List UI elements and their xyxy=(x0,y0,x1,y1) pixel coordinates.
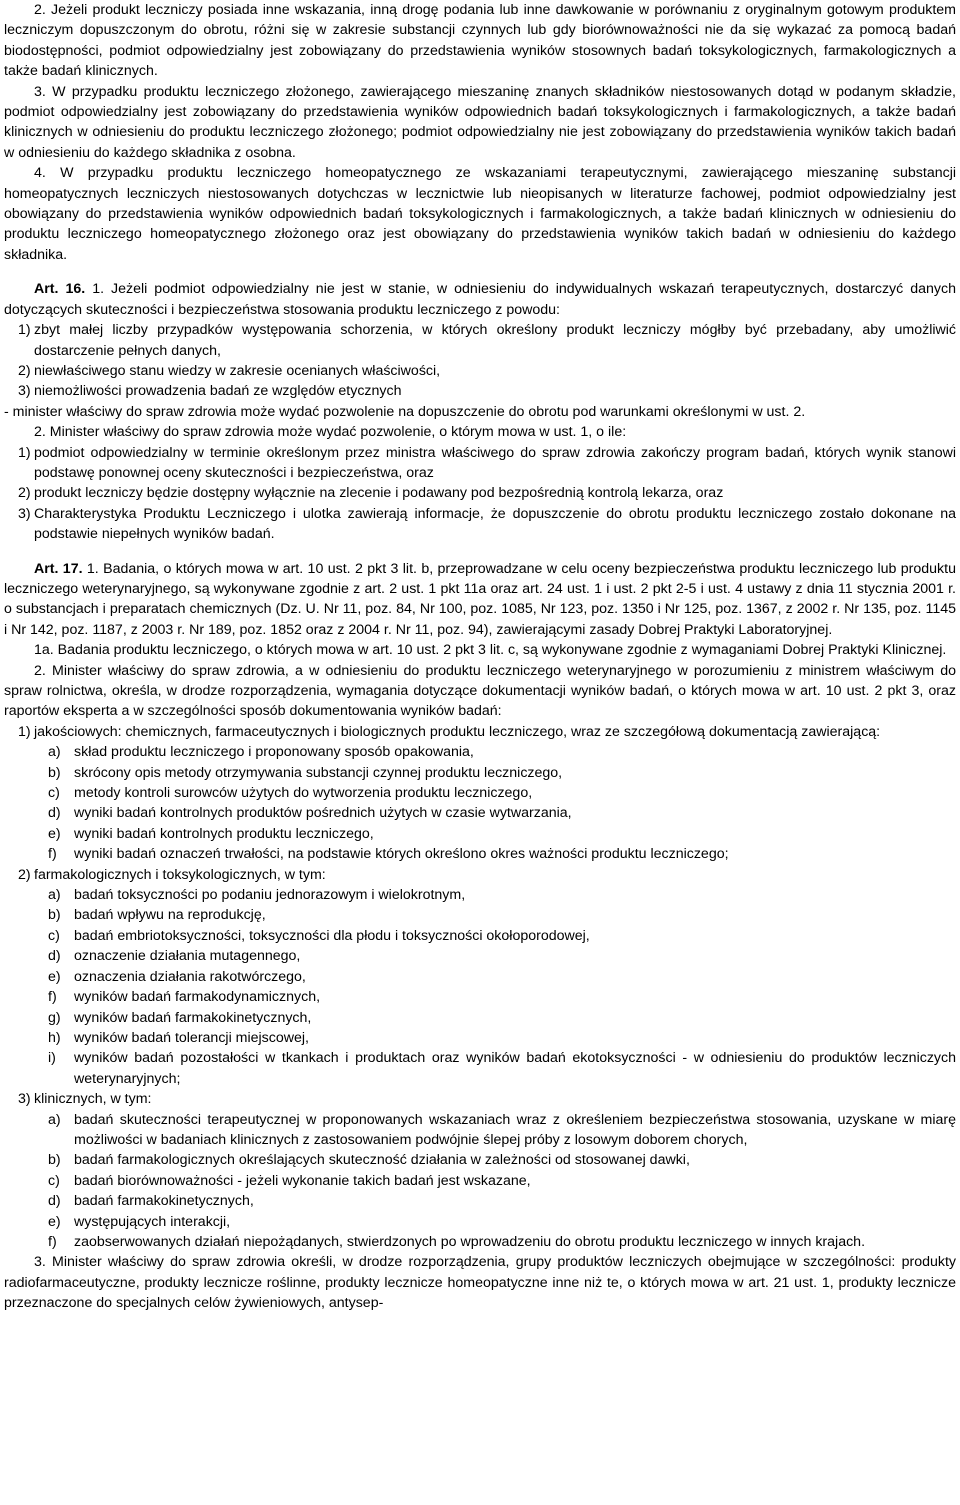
art17-list xyxy=(4,722,956,1253)
list-marker: c) xyxy=(48,785,60,802)
list-text: badań embriotoksyczności, toksyczności dla płodu i toksyczności okołoporodowej, xyxy=(74,927,590,944)
art15-para-3: 3. W przypadku produktu leczniczego złożonego, zawierającego mieszaninę znanych składników niestosowanych dotąd w podanym składzie, podmiot odpowiedzialny jest zobowiązany do przedstawienia wyników odpowiednich badań toksykologicznych i farmakologicznych, a także badań klinicznych w odniesieniu do produktu leczniczego złożonego; podmiot odpowiedzialny nie jest zobowiązany do przedstawienia wyników takich badań w odniesieniu do każdego składnika z osobna. xyxy=(4,83,956,161)
list-text: podmiot odpowiedzialny w terminie określonym przez ministra właściwego do spraw zdrowia zakończy program badań, których wynik stanowi podstawę ponownej oceny skuteczności i bezpieczeństwa, oraz xyxy=(34,444,956,481)
list-text: farmakologicznych i toksykologicznych, w tym: xyxy=(34,866,326,883)
list-marker: h) xyxy=(48,1029,61,1046)
list-marker: 1) xyxy=(18,322,31,339)
sub-list-item xyxy=(4,1212,956,1232)
art16-para-2: 2. Minister właściwy do spraw zdrowia może wydać pozwolenie, o którym mowa w ust. 1, o ile: xyxy=(34,424,627,441)
sub-list-item xyxy=(4,844,956,864)
sub-list-item xyxy=(4,1171,956,1191)
list-text: niewłaściwego stanu wiedzy w zakresie ocenianych właściwości, xyxy=(34,362,441,379)
sub-list-item xyxy=(4,926,956,946)
sub-list-item xyxy=(4,1110,956,1151)
list-item xyxy=(4,320,956,361)
sub-list-item xyxy=(4,1028,956,1048)
sub-list-item xyxy=(4,987,956,1007)
list-text: wyników badań farmakodynamicznych, xyxy=(74,989,321,1006)
list-text: produkt leczniczy będzie dostępny wyłącznie na zlecenie i podawany pod bezpośrednią kontrolą lekarza, oraz xyxy=(34,485,724,502)
list-item xyxy=(4,1089,956,1109)
list-marker: d) xyxy=(48,805,61,822)
list-text: oznaczenia działania rakotwórczego, xyxy=(74,968,306,985)
art16-tail: - minister właściwy do spraw zdrowia może wydać pozwolenie na dopuszczenie do obrotu pod warunkami określonymi w ust. 2. xyxy=(4,403,806,420)
list-text: badań biorównoważności - jeżeli wykonanie takich badań jest wskazane, xyxy=(74,1172,531,1189)
list-text: wyniki badań kontrolnych produktów pośrednich użytych w czasie wytwarzania, xyxy=(74,805,572,822)
list-text: zaobserwowanych działań niepożądanych, stwierdzonych po wprowadzeniu do obrotu produktu leczniczego w innych krajach. xyxy=(74,1233,866,1250)
list-text: skład produktu leczniczego i proponowany sposób opakowania, xyxy=(74,744,474,761)
list-marker: 2) xyxy=(18,362,31,379)
list-text: badań toksyczności po podaniu jednorazowym i wielokrotnym, xyxy=(74,887,466,904)
sub-list-item xyxy=(4,1191,956,1211)
art16-para-1: Art. 16. 1. Jeżeli podmiot odpowiedzialny nie jest w stanie, w odniesieniu do indywidualnych wskazań terapeutycznych, dostarczyć danych dotyczących skuteczności i bezpieczeństwa stosowania produktu leczniczego z powodu: xyxy=(4,281,956,318)
list-text: wyniki badań kontrolnych produktu leczniczego, xyxy=(74,825,374,842)
art15-para-4: 4. W przypadku produktu leczniczego homeopatycznego ze wskazaniami terapeutycznymi, zawierającego mieszaninę substancji homeopatycznych leczniczych niestosowanych dotychczas w lecznictwie lub nieopisanych w literaturze fachowej, podmiot odpowiedzialny jest obowiązany do przedstawienia wyników odpowiednich badań toksykologicznych i farmakologicznych, a także badań klinicznych w odniesieniu do produktu leczniczego homeopatycznego złożonego oraz jest obowiązany do przedstawienia wyników takich badań w odniesieniu do każdego składnika. xyxy=(4,165,956,263)
list-item xyxy=(4,504,956,545)
list-marker: 3) xyxy=(18,505,31,522)
list-item xyxy=(4,381,956,401)
sub-list-item xyxy=(4,1048,956,1089)
sub-list-item xyxy=(4,803,956,823)
list-marker: 2) xyxy=(18,485,31,502)
list-item xyxy=(4,483,956,503)
list-marker: e) xyxy=(48,968,61,985)
list-marker: d) xyxy=(48,948,61,965)
sub-list-item xyxy=(4,967,956,987)
sub-list-item xyxy=(4,783,956,803)
list-text: jakościowych: chemicznych, farmaceutycznych i biologicznych produktu leczniczego, wraz ze szczegółową dokumentacją zawierającą: xyxy=(34,723,881,740)
list-text: klinicznych, w tym: xyxy=(34,1091,152,1108)
list-text: badań skuteczności terapeutycznej w proponowanych wskazaniach wraz z określeniem bezpieczeństwa stosowania, uzyskane w miarę możliwości w badaniach klinicznych z zastosowaniem podwójnie ślepej próby z losowym doborem chorych, xyxy=(74,1111,956,1148)
art16-list-2 xyxy=(4,443,956,545)
list-marker: b) xyxy=(48,764,61,781)
art17-para-1a: 1a. Badania produktu leczniczego, o których mowa w art. 10 ust. 2 pkt 3 lit. c, są wykonywane zgodnie z wymaganiami Dobrej Praktyki Klinicznej. xyxy=(34,642,947,659)
list-marker: a) xyxy=(48,887,61,904)
art17-para-3: 3. Minister właściwy do spraw zdrowia określi, w drodze rozporządzenia, grupy produktów leczniczych obejmujące w szczególności: produkty radiofarmaceutyczne, produkty lecznicze roślinne, produkty lecznicze homeopatyczne inne niż te, o których mowa w art. 21 ust. 1, produkty lecznicze przeznaczone do specjalnych celów żywieniowych, antysep- xyxy=(4,1254,956,1312)
art17-para-2: 2. Minister właściwy do spraw zdrowia, a w odniesieniu do produktu leczniczego weterynaryjnego w porozumieniu z ministrem właściwym do spraw rolnictwa, określa, w drodze rozporządzenia, wymagania dotyczące dokumentacji wyników badań, o których mowa w art. 10 ust. 2 pkt 3, oraz raportów eksperta a w szczególności sposób dokumentowania wyników badań: xyxy=(4,662,956,720)
list-marker: a) xyxy=(48,1111,61,1128)
list-marker: g) xyxy=(48,1009,61,1026)
art16-list-1 xyxy=(4,320,956,402)
list-item xyxy=(4,722,956,742)
sub-list-item xyxy=(4,763,956,783)
list-marker: i) xyxy=(48,1050,56,1067)
list-item xyxy=(4,443,956,484)
sub-list-item xyxy=(4,1232,956,1252)
sub-list-item xyxy=(4,946,956,966)
list-marker: 1) xyxy=(18,723,31,740)
list-marker: b) xyxy=(48,1152,61,1169)
sub-list-item xyxy=(4,1150,956,1170)
sub-list-item xyxy=(4,824,956,844)
list-text: zbyt małej liczby przypadków występowania schorzenia, w których określony produkt leczniczy mógłby być przebadany, aby umożliwić dostarczenie pełnych danych, xyxy=(34,322,956,359)
list-marker: e) xyxy=(48,1213,61,1230)
list-marker: c) xyxy=(48,927,60,944)
list-text: wyników badań farmakokinetycznych, xyxy=(74,1009,312,1026)
list-marker: d) xyxy=(48,1193,61,1210)
art15-para-2: 2. Jeżeli produkt leczniczy posiada inne wskazania, inną drogę podania lub inne dawkowanie w porównaniu z oryginalnym gotowym produktem leczniczym dopuszczonym do obrotu, różni się w zakresie substancji czynnych lub gdy biorównoważności nie da się wykazać za pomocą badań biodostępności, podmiot odpowiedzialny jest zobowiązany do przedstawienia wyników stosownych badań toksykologicznych, farmakologicznych a także badań klinicznych. xyxy=(4,2,956,80)
list-text: badań farmakologicznych określających skuteczność działania w zależności od stosowanej dawki, xyxy=(74,1152,690,1169)
sub-list-item xyxy=(4,1008,956,1028)
list-marker: f) xyxy=(48,1233,57,1250)
art17-heading: Art. 17. xyxy=(34,560,83,577)
list-marker: e) xyxy=(48,825,61,842)
list-text: skrócony opis metody otrzymywania substancji czynnej produktu leczniczego, xyxy=(74,764,563,781)
list-text: badań wpływu na reprodukcję, xyxy=(74,907,266,924)
list-marker: 3) xyxy=(18,1091,31,1108)
sub-list-item xyxy=(4,742,956,762)
list-text: metody kontroli surowców użytych do wytworzenia produktu leczniczego, xyxy=(74,785,533,802)
sub-list-item xyxy=(4,885,956,905)
list-text: Charakterystyka Produktu Leczniczego i ulotka zawierają informacje, że dopuszczenie do obrotu produktu leczniczego zostało dokonane na podstawie niepełnych wyników badań. xyxy=(34,505,956,543)
list-text: wyników badań tolerancji miejscowej, xyxy=(74,1029,309,1046)
list-text: wyników badań pozostałości w tkankach i produktach oraz wyników badań ekotoksyczności - w odniesieniu do produktów leczniczych weterynaryjnych; xyxy=(74,1050,956,1087)
sub-list-item xyxy=(4,905,956,925)
list-marker: b) xyxy=(48,907,61,924)
list-marker: 1) xyxy=(18,444,31,461)
list-marker: c) xyxy=(48,1172,60,1189)
list-item xyxy=(4,865,956,885)
list-text: wyniki badań oznaczeń trwałości, na podstawie których określono okres ważności produktu leczniczego; xyxy=(74,846,729,863)
list-text: występujących interakcji, xyxy=(74,1213,231,1230)
list-marker: f) xyxy=(48,989,57,1006)
list-marker: 3) xyxy=(18,383,31,400)
list-text: oznaczenie działania mutagennego, xyxy=(74,948,301,965)
list-marker: f) xyxy=(48,846,57,863)
list-item xyxy=(4,361,956,381)
list-text: niemożliwości prowadzenia badań ze względów etycznych xyxy=(34,383,402,400)
art17-para-1: Art. 17. 1. Badania, o których mowa w art. 10 ust. 2 pkt 3 lit. b, przeprowadzane w celu oceny bezpieczeństwa produktu leczniczego lub produktu leczniczego weterynaryjnego, są wykonywane zgodnie z art. 2 ust. 1 pkt 11a oraz art. 24 ust. 1 i ust. 2 pkt 2-5 i ust. 4 ustawy z dnia 11 stycznia 2001 r. o substancjach i preparatach chemicznych (Dz. U. Nr 11, poz. 84, Nr 100, poz. 1085, Nr 123, poz. 1350 i Nr 125, poz. 1367, z 2002 r. Nr 135, poz. 1145 i Nr 142, poz. 1187, z 2003 r. Nr 189, poz. 1852 oraz z 2004 r. Nr 11, poz. 94), zawierającymi zasady Dobrej Praktyki Laboratoryjnej. xyxy=(4,560,956,638)
art16-heading: Art. 16. xyxy=(34,281,86,298)
list-text: badań farmakokinetycznych, xyxy=(74,1193,254,1210)
list-marker: a) xyxy=(48,744,61,761)
list-marker: 2) xyxy=(18,866,31,883)
